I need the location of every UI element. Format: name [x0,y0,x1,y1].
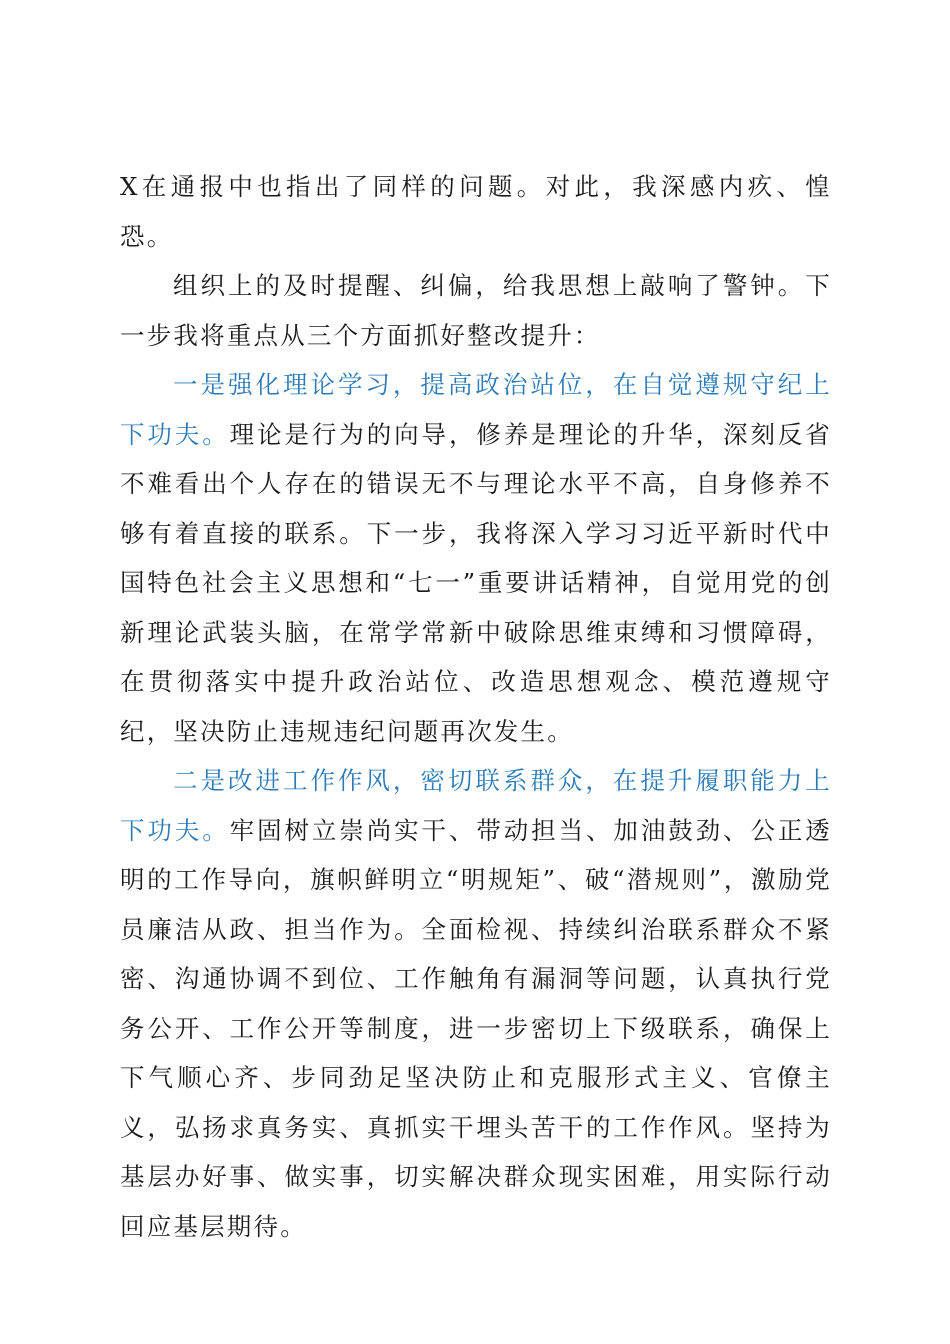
document-body [120,162,832,1251]
paragraph-point-one [120,360,832,756]
paragraph-intro [120,261,832,360]
paragraph-text: 牢固树立崇尚实干、带动担当、加油鼓劲、公正透明的工作导向，旗帜鲜明立“明规矩”、破“潜规则”，激励党员廉洁从政、担当作为。全面检视、持续纠治联系群众不紧密、沟通协调不到位、工作触角有漏洞等问题，认真执行党务公开、工作公开等制度，进一步密切上下级联系，确保上下气顺心齐、步同劲足坚决防止和克服形式主义、官僚主义，弘扬求真务实、真抓实干埋头苦干的工作作风。坚持为基层办好事、做实事，切实解决群众现实困难，用实际行动回应基层期待。 [120,815,832,1241]
paragraph-text: X在通报中也指出了同样的问题。对此，我深感内疚、惶恐。 [120,172,832,251]
paragraph-lead-heading: 一是强化理论学习，提高政治站位，在自觉遵规守纪上下功夫。 [120,370,832,449]
paragraph-lead-heading: 二是改进工作作风，密切联系群众，在提升履职能力上下功夫。 [120,766,832,845]
paragraph-text: 理论是行为的向导，修养是理论的升华，深刻反省不难看出个人存在的错误无不与理论水平不高，自身修养不够有着直接的联系。下一步，我将深入学习习近平新时代中国特色社会主义思想和“七一”重要讲话精神，自觉用党的创新理论武装头脑，在常学常新中破除思维束缚和习惯障碍，在贯彻落实中提升政治站位、改造思想观念、模范遵规守纪，坚决防止违规违纪问题再次发生。 [120,419,832,746]
paragraph-text: 组织上的及时提醒、纠偏，给我思想上敲响了警钟。下一步我将重点从三个方面抓好整改提升： [120,271,832,350]
paragraph-continuation [120,162,832,261]
paragraph-point-two [120,756,832,1251]
